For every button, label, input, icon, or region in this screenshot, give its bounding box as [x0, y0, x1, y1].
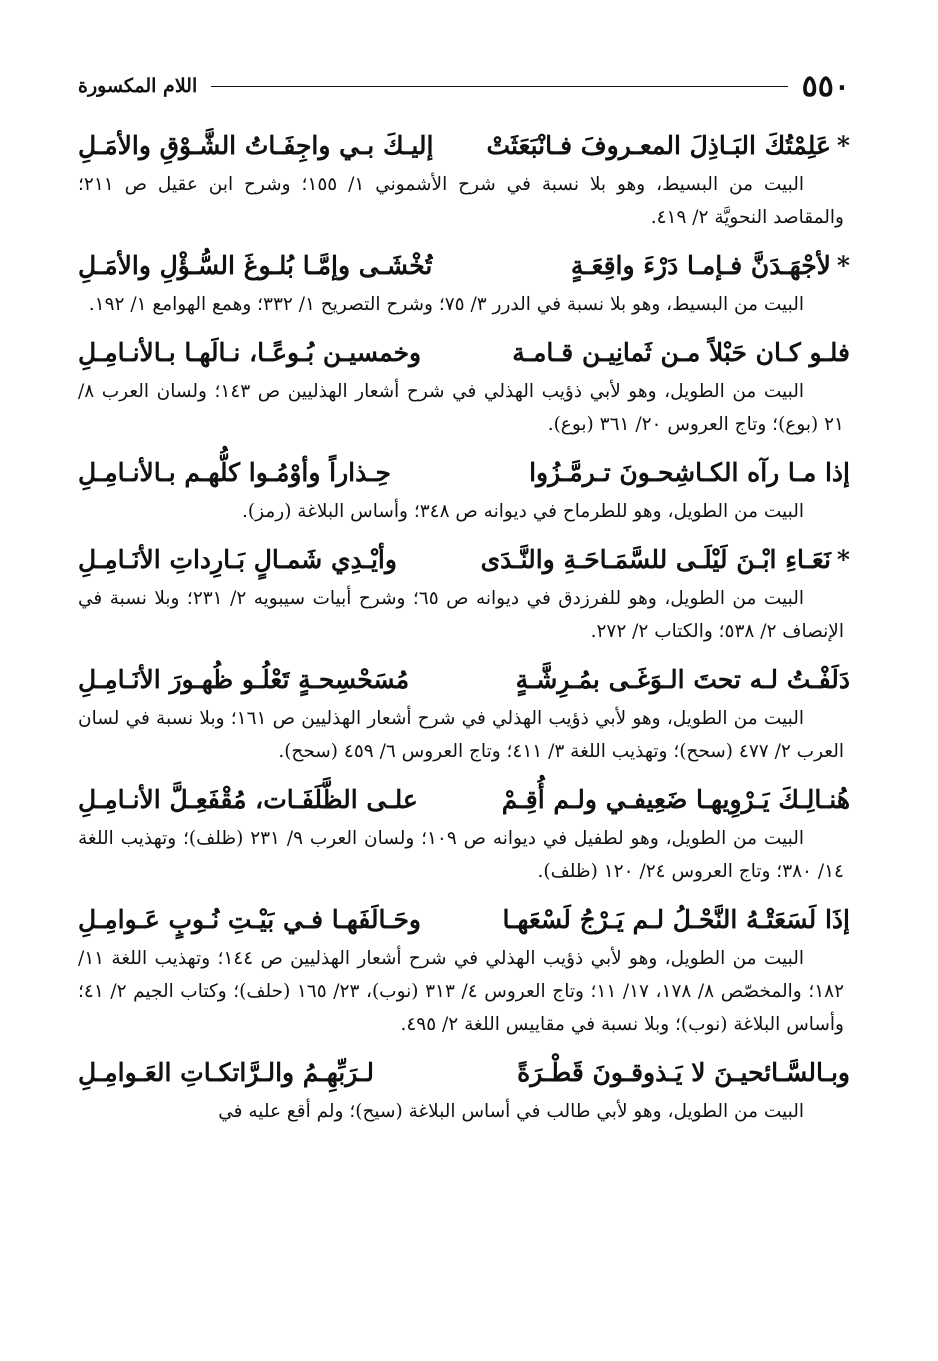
verse-first-hemistich: [517, 1051, 850, 1095]
verse-first-hemistich-text: وبـالسَّـائحيـنَ لا يَـذوقـونَ قَطْـرَةً: [517, 1058, 850, 1087]
verse-first-hemistich: [502, 778, 850, 822]
verse-entries: [78, 124, 850, 1128]
verse-second-hemistich: حِـذاراً وأوْمُـوا كلُّهـم بـالأنـامِـلِ: [78, 458, 392, 487]
verse-entry: [78, 898, 850, 1041]
verse-first-hemistich: [486, 124, 850, 168]
verse-citation-note: البيت من الطويل، وهو لطفيل في ديوانه ص ١٠٩؛ ولسان العرب ٩/ ٢٣١ (ظلف)؛ وتهذيب اللغة ١٤/ ٣٨٠؛ وتاج العروس ٢٤/ ١٢٠ (ظلف).: [78, 828, 844, 882]
verse-entry: [78, 778, 850, 888]
verse-entry: [78, 1051, 850, 1128]
verse-first-hemistich-text: إذَا لَسَعَتْـهُ النَّحْـلُ لـم يَـرْجُ لَسْعَهـا: [502, 905, 850, 934]
verse-entry: [78, 244, 850, 321]
verse-second-hemistich: وحَـالَفَهـا فـي بَيْـتِ نُـوبٍ عَـوامِـلِ: [78, 905, 421, 934]
verse-second-hemistich: لـرَبِّهِـمُ والـرَّاتكـاتِ العَـوامِـلِ: [78, 1058, 374, 1087]
verse-line: [78, 124, 850, 168]
verse-entry: [78, 538, 850, 648]
verse-citation-note: البيت من البسيط، وهو بلا نسبة في الدرر ٣/ ٧٥؛ وشرح التصريح ١/ ٣٣٢؛ وهمع الهوامع ١/ ١٩٢.: [88, 294, 804, 315]
verse-citation-note: البيت من الطويل، وهو لأبي ذؤيب الهذلي في شرح أشعار الهذليين ص ١٤٣؛ ولسان العرب ٨/ ٢١ (بوع)؛ وتاج العروس ٢٠/ ٣٦١ (بوع).: [78, 381, 844, 435]
verse-line: [78, 244, 850, 288]
verse-citation-note: البيت من الطويل، وهو للفرزدق في ديوانه ص ٦٥؛ وشرح أبيات سيبويه ٢/ ٢٣١؛ وبلا نسبة في الإنصاف ٢/ ٥٣٨؛ والكتاب ٢/ ٢٧٢.: [78, 588, 844, 642]
verse-line: [78, 451, 850, 495]
verse-second-hemistich: وأيْـدِي شَمـالٍ بَـارِداتِ الأنَـامِـلِ: [78, 545, 397, 574]
verse-first-hemistich-text: عَلِمْتُكَ البَـاذِلَ المعـروفَ فـانْبَعَثَتْ: [486, 131, 831, 160]
verse-second-hemistich: تُخْشَـى وإمَّـا بُلـوغَ السُّـؤْلِ والأمَـلِ: [78, 251, 433, 280]
verse-first-hemistich: [481, 538, 850, 582]
verse-citation-note: البيت من الطويل، وهو لأبي ذؤيب الهذلي في شرح أشعار الهذليين ص ١٤٤؛ وتهذيب اللغة ١١/ ١٨٢؛ والمخصّص ٨/ ١٧٨، ١٧/ ١١؛ وتاج العروس ٤/ ٣١٣ (نوب)، ٢٣/ ١٦٥ (حلف)؛ وكتاب الجيم ٢/ ٤١؛ وأساس البلاغة (نوب)؛ وبلا نسبة في مقاييس اللغة ٢/ ٤٩٥.: [78, 948, 845, 1035]
verse-second-hemistich: وخمسيـن بُـوعًـا، نـالَهـا بـالأنـامِـلِ: [78, 338, 422, 367]
verse-first-hemistich-text: فلـو كـان حَبْلاً مـن ثَمانِيـن قـامـة: [512, 338, 850, 367]
verse-second-hemistich: إليـكَ بـي واجِفَـاتُ الشَّـوْقِ والأمَـلِ: [78, 131, 434, 160]
verse-first-hemistich-text: لأجْهَـدَنَّ فـإمـا دَرْءَ واقِعَـةٍ: [570, 251, 831, 280]
verse-entry: [78, 124, 850, 234]
verse-citation-note: البيت من الطويل، وهو لأبي طالب في أساس البلاغة (سيح)؛ ولم أقع عليه في: [218, 1101, 804, 1122]
verse-entry: [78, 451, 850, 528]
verse-first-hemistich-text: نَعَـاءِ ابْـنَ لَيْلَـى للسَّمَـاحَـةِ والنَّـدَى: [480, 545, 831, 574]
verse-citation-note: البيت من الطويل، وهو لأبي ذؤيب الهذلي في شرح أشعار الهذليين ص ١٦١؛ وبلا نسبة في لسان العرب ٢/ ٤٧٧ (سحح)؛ وتهذيب اللغة ٣/ ٤١١؛ وتاج العروس ٦/ ٤٥٩ (سحح).: [78, 708, 844, 762]
verse-first-hemistich: [571, 244, 850, 288]
verse-citation-note: البيت من البسيط، وهو بلا نسبة في شرح الأشموني ١/ ١٥٥؛ وشرح ابن عقيل ص ٢١١؛ والمقاصد النحويَّة ٢/ ٤١٩.: [78, 174, 844, 228]
verse-first-hemistich: [516, 658, 850, 702]
verse-line: [78, 331, 850, 375]
verse-first-hemistich: [502, 898, 850, 942]
verse-first-hemistich-text: دَلَفْـتُ لـه تحتَ الـوَغَـى بمُـرِشَّـةٍ: [515, 665, 850, 694]
verse-marker: *: [836, 545, 850, 574]
verse-first-hemistich: [512, 331, 850, 375]
verse-marker: *: [836, 251, 850, 280]
verse-line: [78, 538, 850, 582]
verse-entry: [78, 331, 850, 441]
page-number: ٥٥٠: [801, 68, 850, 104]
verse-line: [78, 898, 850, 942]
verse-second-hemistich: علـى الظَّلَفَـات، مُقْفَعِـلَّ الأنـامِـلِ: [78, 785, 418, 814]
document-page: [78, 66, 850, 1138]
verse-first-hemistich-text: هُنـالِـكَ يَـرْوِيهـا ضَعِيفـي ولـم أُقِـمْ: [501, 785, 850, 814]
section-title: اللام المكسورة: [78, 75, 198, 97]
verse-line: [78, 658, 850, 702]
verse-line: [78, 1051, 850, 1095]
verse-citation-note: البيت من الطويل، وهو للطرماح في ديوانه ص ٣٤٨؛ وأساس البلاغة (رمز).: [242, 501, 804, 522]
page-header: [78, 66, 850, 106]
verse-entry: [78, 658, 850, 768]
verse-marker: *: [836, 131, 850, 160]
header-rule: [211, 86, 787, 87]
verse-line: [78, 778, 850, 822]
verse-first-hemistich: [529, 451, 850, 495]
verse-first-hemistich-text: إذا مـا رآه الكـاشِحـونَ تـرمَّـزُوا: [529, 458, 850, 487]
verse-second-hemistich: مُسَحْسِحـةٍ تَعْلُـو ظُهـورَ الأنَـامِـلِ: [78, 665, 410, 694]
